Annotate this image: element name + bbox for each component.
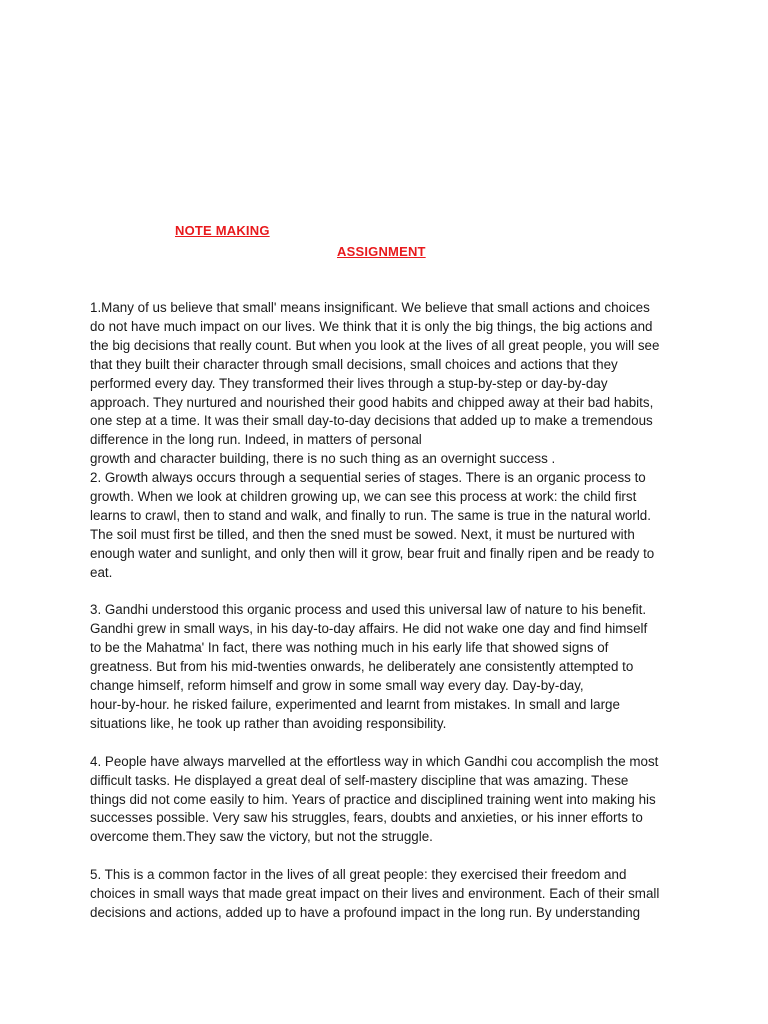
- text-line: difficult tasks. He displayed a great deal of self-mastery discipline that was amazing. These: [90, 772, 629, 788]
- paragraph-spacer: [90, 847, 685, 866]
- text-line: Gandhi grew in small ways, in his day-to-day affairs. He did not wake one day and find himself: [90, 621, 648, 637]
- text-line: growth. When we look at children growing up, we can see this process at work: the child first: [90, 489, 637, 505]
- text-line: 4. People have always marvelled at the effortless way in which Gandhi cou accomplish the most: [90, 753, 659, 769]
- note-making-heading: NOTE MAKING: [175, 223, 270, 238]
- text-line: 2. Growth always occurs through a sequential series of stages. There is an organic process to: [90, 470, 646, 486]
- text-line: The soil must first be tilled, and then the sned must be sowed. Next, it must be nurtured with: [90, 526, 635, 542]
- text-line: overcome them.They saw the victory, but not the struggle.: [90, 829, 433, 845]
- text-line: things did not come easily to him. Years of practice and disciplined training went into making his: [90, 791, 656, 807]
- text-line: difference in the long run. Indeed, in matters of personal: [90, 432, 422, 448]
- text-line: 5. This is a common factor in the lives of all great people: they exercised their freedom and: [90, 867, 627, 883]
- paragraph-3: [90, 601, 685, 733]
- text-line: approach. They nurtured and nourished their good habits and chipped away at their bad habits,: [90, 394, 654, 410]
- paragraph-1: [90, 299, 685, 469]
- text-line: change himself, reform himself and grow in some small way every day. Day-by-day,: [90, 678, 584, 694]
- paragraph-spacer: [90, 734, 685, 753]
- text-line: performed every day. They transformed their lives through a stup-by-step or day-by-day: [90, 375, 608, 391]
- assignment-heading: ASSIGNMENT: [337, 244, 426, 259]
- text-line: learns to crawl, then to stand and walk, and finally to run. The same is true in the natural world.: [90, 507, 651, 523]
- paragraph-spacer: [90, 583, 685, 602]
- text-line: choices in small ways that made great impact on their lives and environment. Each of their small: [90, 886, 660, 902]
- text-line: successes possible. Very saw his struggles, fears, doubts and anxieties, or his inner efforts to: [90, 810, 643, 826]
- text-line: greatness. But from his mid-twenties onwards, he deliberately ane consistently attempted to: [90, 659, 634, 675]
- text-line: growth and character building, there is no such thing as an overnight success .: [90, 451, 556, 467]
- text-line: eat.: [90, 564, 113, 580]
- text-line: situations like, he took up rather than avoiding responsibility.: [90, 715, 447, 731]
- text-line: that they built their character through small decisions, small choices and actions that they: [90, 356, 618, 372]
- text-line: decisions and actions, added up to have a profound impact in the long run. By understanding: [90, 904, 641, 920]
- text-line: 3. Gandhi understood this organic process and used this universal law of nature to his benefit.: [90, 602, 647, 618]
- text-line: one step at a time. It was their small day-to-day decisions that added up to make a tremendous: [90, 413, 653, 429]
- text-line: do not have much impact on our lives. We think that it is only the big things, the big actions and: [90, 318, 653, 334]
- paragraph-4: [90, 753, 685, 848]
- document-body: [90, 299, 685, 923]
- text-line: hour-by-hour. he risked failure, experimented and learnt from mistakes. In small and large: [90, 697, 620, 713]
- text-line: the big decisions that really count. But when you look at the lives of all great people, you will see: [90, 337, 660, 353]
- paragraph-5: [90, 866, 685, 923]
- paragraph-2: [90, 469, 685, 582]
- text-line: enough water and sunlight, and only then will it grow, bear fruit and finally ripen and be ready to: [90, 545, 655, 561]
- text-line: to be the Mahatma' In fact, there was nothing much in his early life that showed signs of: [90, 640, 609, 656]
- text-line: 1.Many of us believe that small' means insignificant. We believe that small actions and choices: [90, 300, 650, 315]
